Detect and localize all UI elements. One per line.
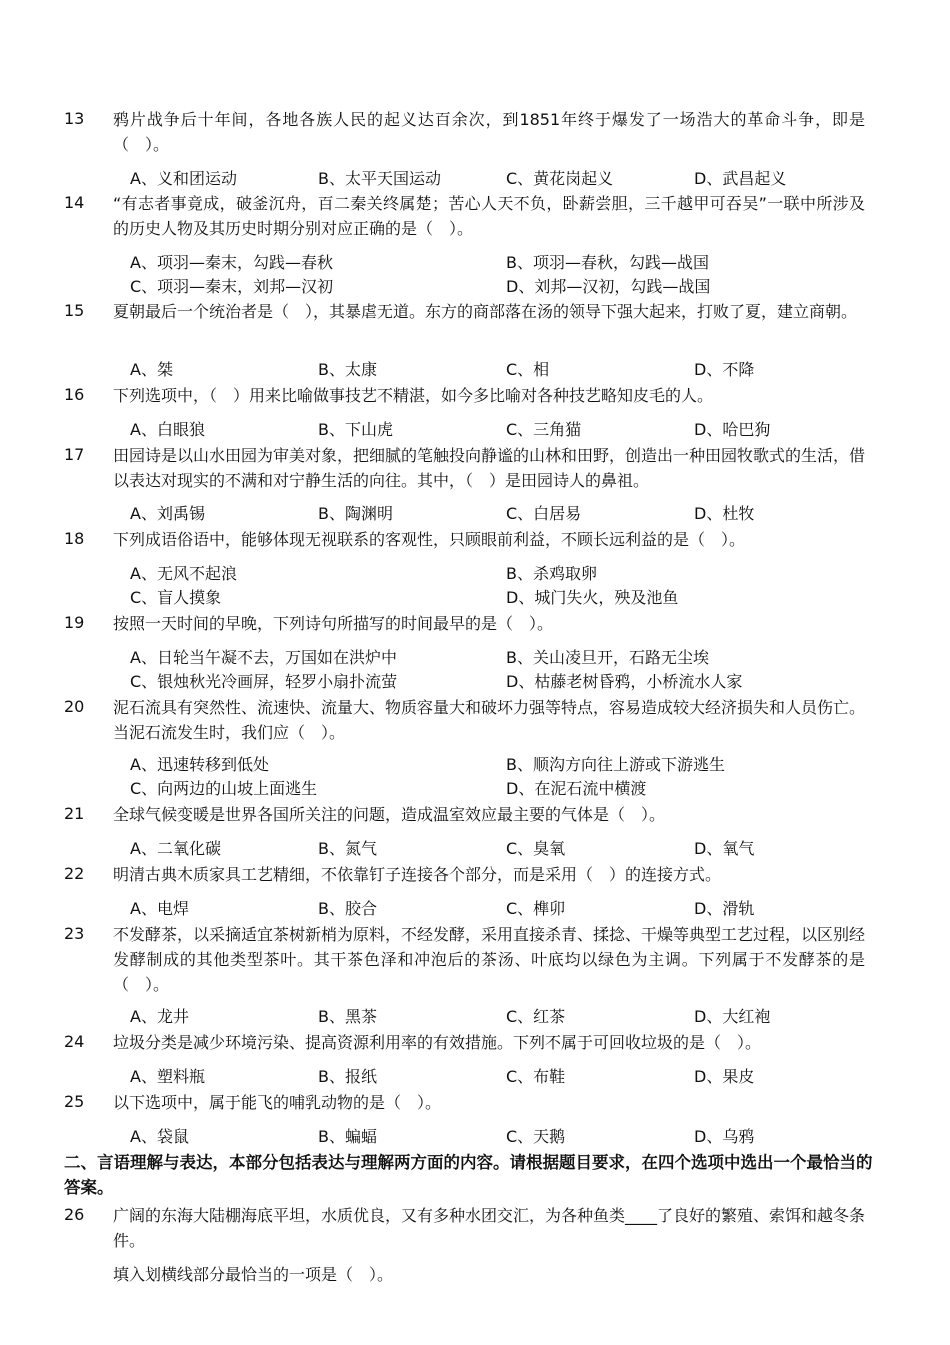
option-a[interactable]: A、桀 — [130, 360, 173, 379]
option-a[interactable]: A、项羽—秦末，勾践—春秋 — [130, 253, 333, 272]
option-c[interactable]: C、向两边的山坡上面逃生 — [130, 779, 318, 798]
question-text: 广阔的东海大陆棚海底平坦，水质优良，又有多种水团交汇，为各种鱼类____了良好的繁殖、索饵和越冬条件。 — [113, 1206, 866, 1250]
option-a[interactable]: A、无风不起浪 — [130, 564, 237, 583]
option-c[interactable]: C、三角猫 — [506, 420, 582, 439]
question-number: 19 — [64, 613, 85, 632]
option-a[interactable]: A、龙井 — [130, 1007, 189, 1026]
question-number: 26 — [64, 1205, 85, 1224]
option-c[interactable]: C、天鹅 — [506, 1127, 566, 1146]
option-b[interactable]: B、顺沟方向往上游或下游逃生 — [506, 755, 725, 774]
question-number: 25 — [64, 1092, 85, 1111]
question-number: 13 — [64, 109, 85, 128]
option-a[interactable]: A、白眼狼 — [130, 420, 205, 439]
option-d[interactable]: D、不降 — [694, 360, 755, 379]
option-c[interactable]: C、布鞋 — [506, 1067, 566, 1086]
option-c[interactable]: C、盲人摸象 — [130, 588, 222, 607]
question-number: 14 — [64, 193, 85, 212]
option-b[interactable]: B、项羽—春秋，勾践—战国 — [506, 253, 709, 272]
option-c[interactable]: C、项羽—秦末，刘邦—汉初 — [130, 277, 334, 296]
option-b[interactable]: B、黑茶 — [318, 1007, 377, 1026]
option-a[interactable]: A、日轮当午凝不去，万国如在洪炉中 — [130, 648, 397, 667]
option-d[interactable]: D、哈巴狗 — [694, 420, 771, 439]
question-text: 垃圾分类是减少环境污染、提高资源利用率的有效措施。下列不属于可回收垃圾的是（ ）。 — [113, 1033, 762, 1052]
option-a[interactable]: A、二氧化碳 — [130, 839, 221, 858]
option-b[interactable]: B、太平天国运动 — [318, 169, 441, 188]
question-text: 泥石流具有突然性、流速快、流量大、物质容量大和破坏力强等特点，容易造成较大经济损失和人员伤亡。当泥石流发生时，我们应（ ）。 — [113, 698, 866, 742]
option-d[interactable]: D、滑轨 — [694, 899, 755, 918]
question-instruction: 填入划横线部分最恰当的一项是（ ）。 — [113, 1265, 394, 1284]
question-text: 按照一天时间的早晚，下列诗句所描写的时间最早的是（ ）。 — [113, 614, 554, 633]
option-b[interactable]: B、陶渊明 — [318, 504, 393, 523]
question-text: 夏朝最后一个统治者是（ ），其暴虐无道。东方的商部落在汤的领导下强大起来，打败了夏，建立商朝。 — [113, 302, 858, 321]
question-text: 鸦片战争后十年间，各地各族人民的起义达百余次，到1851年终于爆发了一场浩大的革命斗争，即是（ ）。 — [113, 110, 865, 154]
option-d[interactable]: D、城门失火，殃及池鱼 — [506, 588, 679, 607]
question-number: 23 — [64, 924, 85, 943]
question-text: 以下选项中，属于能飞的哺乳动物的是（ ）。 — [113, 1093, 442, 1112]
question-text: 全球气候变暖是世界各国所关注的问题，造成温室效应最主要的气体是（ ）。 — [113, 805, 666, 824]
question-number: 21 — [64, 804, 85, 823]
question-number: 17 — [64, 445, 85, 464]
option-c[interactable]: C、红茶 — [506, 1007, 566, 1026]
option-b[interactable]: B、关山凌旦开，石路无尘埃 — [506, 648, 709, 667]
option-c[interactable]: C、银烛秋光冷画屏，轻罗小扇扑流萤 — [130, 672, 398, 691]
option-c[interactable]: C、黄花岗起义 — [506, 169, 614, 188]
question-number: 16 — [64, 385, 85, 404]
question-text: “有志者事竟成，破釜沉舟，百二秦关终属楚；苦心人天不负，卧薪尝胆，三千越甲可吞吴”一联中所涉及的历史人物及其历史时期分别对应正确的是（ ）。 — [113, 194, 865, 238]
option-d[interactable]: D、在泥石流中横渡 — [506, 779, 647, 798]
question-number: 24 — [64, 1032, 85, 1051]
question-number: 15 — [64, 301, 85, 320]
question-text: 不发酵茶，以采摘适宜茶树新梢为原料，不经发酵，采用直接杀青、揉捻、干燥等典型工艺过程，以区别经发酵制成的其他类型茶叶。其干茶色泽和冲泡后的茶汤、叶底均以绿色为主调。下列属于不发酵茶的是（ ）。 — [113, 925, 866, 994]
section-heading: 二、言语理解与表达，本部分包括表达与理解两方面的内容。请根据题目要求，在四个选项中选出一个最恰当的答案。 — [64, 1153, 873, 1197]
option-c[interactable]: C、榫卯 — [506, 899, 566, 918]
question-number: 20 — [64, 697, 85, 716]
option-a[interactable]: A、袋鼠 — [130, 1127, 189, 1146]
question-number: 22 — [64, 864, 85, 883]
option-d[interactable]: D、枯藤老树昏鸦，小桥流水人家 — [506, 672, 743, 691]
option-b[interactable]: B、报纸 — [318, 1067, 377, 1086]
option-c[interactable]: C、白居易 — [506, 504, 582, 523]
option-a[interactable]: A、塑料瓶 — [130, 1067, 205, 1086]
question-text: 明清古典木质家具工艺精细，不依靠钉子连接各个部分，而是采用（ ）的连接方式。 — [113, 865, 722, 884]
option-a[interactable]: A、电焊 — [130, 899, 189, 918]
option-b[interactable]: B、太康 — [318, 360, 377, 379]
option-b[interactable]: B、胶合 — [318, 899, 377, 918]
option-c[interactable]: C、相 — [506, 360, 550, 379]
question-number: 18 — [64, 529, 85, 548]
option-d[interactable]: D、大红袍 — [694, 1007, 771, 1026]
option-a[interactable]: A、刘禹锡 — [130, 504, 205, 523]
option-c[interactable]: C、臭氧 — [506, 839, 566, 858]
option-d[interactable]: D、果皮 — [694, 1067, 755, 1086]
option-b[interactable]: B、杀鸡取卵 — [506, 564, 597, 583]
option-d[interactable]: D、武昌起义 — [694, 169, 787, 188]
option-d[interactable]: D、刘邦—汉初，勾践—战国 — [506, 277, 711, 296]
option-a[interactable]: A、义和团运动 — [130, 169, 237, 188]
option-d[interactable]: D、杜牧 — [694, 504, 755, 523]
option-b[interactable]: B、氮气 — [318, 839, 377, 858]
option-b[interactable]: B、蝙蝠 — [318, 1127, 377, 1146]
option-d[interactable]: D、氧气 — [694, 839, 755, 858]
option-d[interactable]: D、乌鸦 — [694, 1127, 755, 1146]
question-text: 下列选项中，（ ）用来比喻做事技艺不精湛，如今多比喻对各种技艺略知皮毛的人。 — [113, 386, 714, 405]
option-b[interactable]: B、下山虎 — [318, 420, 393, 439]
question-text: 下列成语俗语中，能够体现无视联系的客观性，只顾眼前利益，不顾长远利益的是（ ）。 — [113, 530, 746, 549]
option-a[interactable]: A、迅速转移到低处 — [130, 755, 269, 774]
question-text: 田园诗是以山水田园为审美对象，把细腻的笔触投向静谧的山林和田野，创造出一种田园牧歌式的生活，借以表达对现实的不满和对宁静生活的向往。其中，（ ）是田园诗人的鼻祖。 — [113, 446, 866, 490]
